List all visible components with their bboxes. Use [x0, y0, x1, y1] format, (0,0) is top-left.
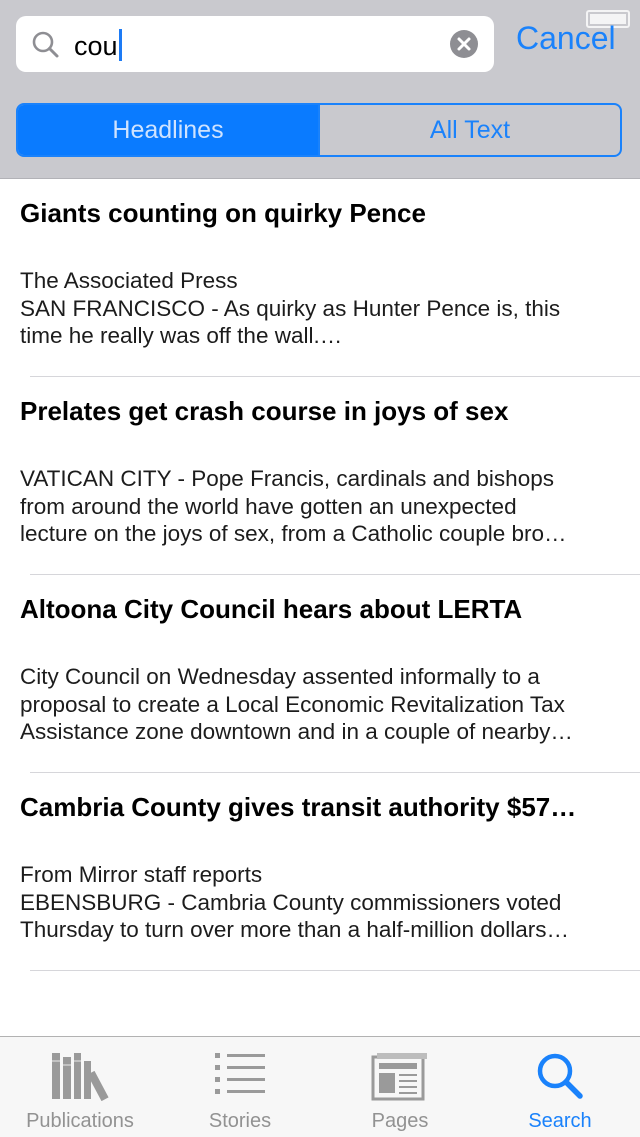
tab-publications[interactable]	[0, 1037, 160, 1137]
snippet-line: Assistance zone downtown and in a couple of nearby…	[20, 719, 573, 744]
tab-bar	[0, 1036, 640, 1137]
snippet-line: Thursday to turn over more than a half-million dollars…	[20, 917, 569, 942]
search-results-list	[0, 179, 640, 971]
article-headline: Prelates get crash course in joys of sex	[20, 396, 509, 426]
snippet-line: proposal to create a Local Economic Revitalization Tax	[20, 691, 565, 717]
snippet-line: SAN FRANCISCO - As quirky as Hunter Pence is, this	[20, 295, 561, 321]
clear-search-button[interactable]	[450, 30, 478, 58]
search-header	[0, 0, 640, 179]
segment-headlines[interactable]: Headlines	[18, 105, 318, 155]
search-input[interactable]	[74, 29, 122, 62]
article-headline: Cambria County gives transit authority $57…	[20, 792, 577, 822]
article-snippet	[20, 267, 618, 350]
article-snippet	[20, 861, 618, 944]
article-snippet	[20, 663, 618, 746]
article-snippet	[20, 465, 618, 548]
tab-label: Pages	[371, 1110, 429, 1132]
article-headline: Giants counting on quirky Pence	[20, 198, 426, 228]
search-query-text: cou	[74, 31, 118, 61]
tab-pages[interactable]	[320, 1037, 480, 1137]
snippet-line: The Associated Press	[20, 268, 238, 293]
search-scope-control	[16, 103, 622, 157]
list-item[interactable]	[0, 773, 640, 971]
close-icon	[450, 30, 478, 58]
list-item[interactable]	[0, 575, 640, 773]
snippet-line: from around the world have gotten an unexpected	[20, 493, 517, 519]
tab-label: Stories	[208, 1110, 272, 1132]
divider	[30, 970, 640, 971]
tab-label: Search	[528, 1110, 592, 1132]
tab-label: Publications	[26, 1110, 134, 1132]
segment-all-text[interactable]: All Text	[318, 105, 620, 155]
snippet-line: time he really was off the wall.…	[20, 323, 343, 348]
snippet-line: From Mirror staff reports	[20, 862, 263, 887]
snippet-line: EBENSBURG - Cambria County commissioners voted	[20, 889, 562, 915]
snippet-line: VATICAN CITY - Pope Francis, cardinals and bishops	[20, 466, 554, 491]
books-icon	[50, 1051, 110, 1101]
list-icon	[213, 1051, 267, 1097]
text-cursor	[119, 29, 122, 61]
search-icon	[534, 1051, 586, 1101]
tab-search[interactable]	[480, 1037, 640, 1137]
search-icon	[30, 29, 62, 61]
cancel-button[interactable]: Cancel	[516, 20, 616, 56]
search-field[interactable]	[16, 16, 494, 72]
newspaper-icon	[371, 1051, 429, 1101]
list-item[interactable]	[0, 377, 640, 575]
snippet-line: City Council on Wednesday assented informally to a	[20, 664, 540, 689]
list-item[interactable]	[0, 179, 640, 377]
tab-stories[interactable]	[160, 1037, 320, 1137]
snippet-line: lecture on the joys of sex, from a Catholic couple bro…	[20, 521, 567, 546]
article-headline: Altoona City Council hears about LERTA	[20, 594, 523, 624]
